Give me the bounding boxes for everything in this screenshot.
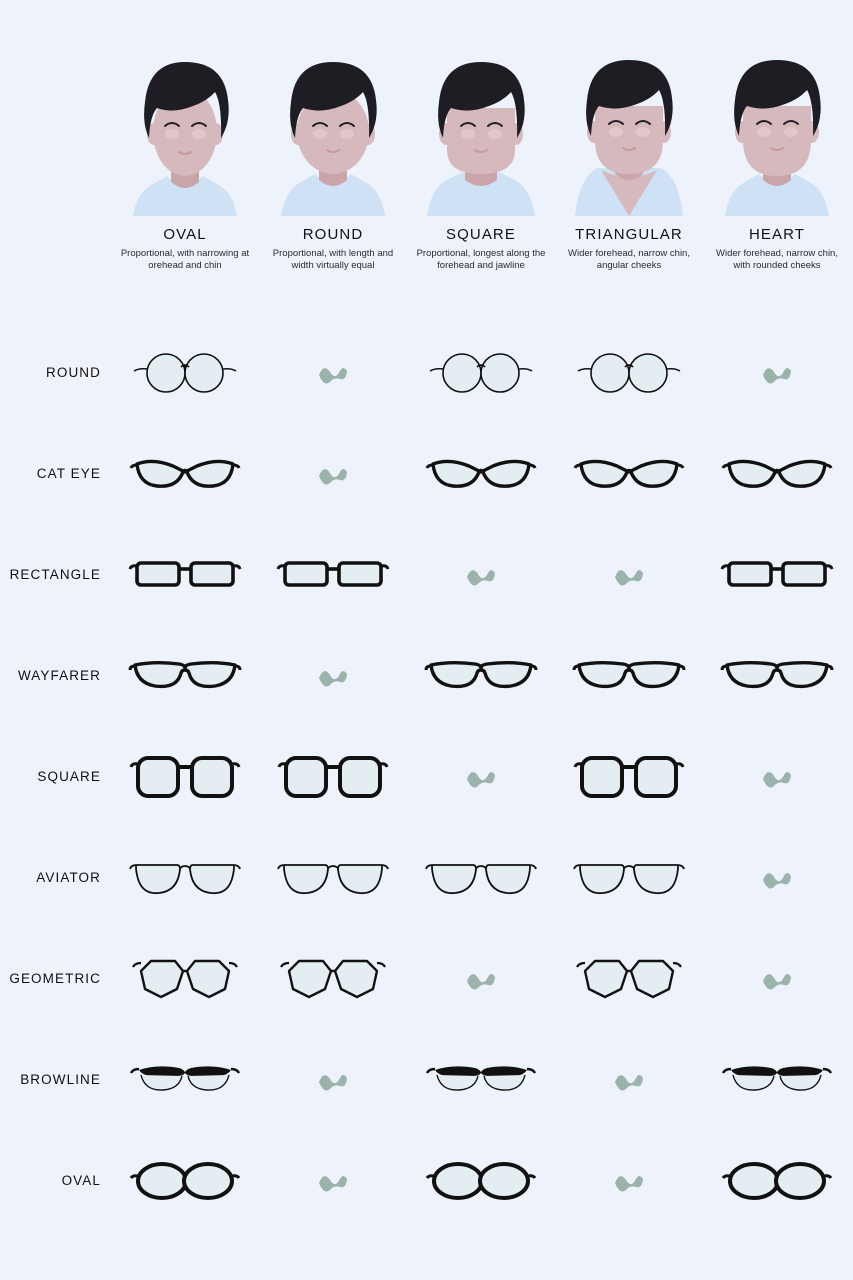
cell-geometric-triangular <box>555 928 703 1029</box>
table-row <box>0 928 853 1029</box>
face-title: HEART <box>748 226 806 243</box>
cell-geometric-oval <box>111 928 259 1029</box>
face-square-icon <box>407 48 555 216</box>
cell-browline-triangular <box>555 1029 703 1130</box>
squiggle-icon <box>761 363 793 383</box>
face-round-icon <box>259 48 407 216</box>
cell-browline-round <box>259 1029 407 1130</box>
cell-cateye-triangular <box>555 423 703 524</box>
table-row <box>0 423 853 524</box>
cell-wayfarer-triangular <box>555 625 703 726</box>
face-description: Wider forehead, narrow chin, angular cheeks <box>568 248 690 271</box>
cell-square-heart <box>703 726 851 827</box>
face-description: Proportional, with narrowing at orehead and chin <box>120 248 250 271</box>
table-row <box>0 322 853 423</box>
squiggle-icon <box>317 363 349 383</box>
cell-rectangle-round <box>259 524 407 625</box>
squiggle-icon <box>613 1171 645 1191</box>
square-glasses-icon <box>130 750 240 804</box>
table-row <box>0 1029 853 1130</box>
browline-glasses-icon <box>721 1058 833 1102</box>
frame-style-label: RECTANGLE <box>9 567 101 582</box>
cell-wayfarer-square <box>407 625 555 726</box>
squiggle-icon <box>465 565 497 585</box>
frame-style-matrix <box>0 322 853 1231</box>
square-glasses-icon <box>574 750 684 804</box>
rectangle-glasses-icon <box>129 553 241 597</box>
cell-rectangle-heart <box>703 524 851 625</box>
cell-round-round <box>259 322 407 423</box>
squiggle-icon <box>613 565 645 585</box>
cat-eye-glasses-icon <box>721 448 833 500</box>
cell-cateye-oval <box>111 423 259 524</box>
cell-aviator-round <box>259 827 407 928</box>
face-title: ROUND <box>302 226 364 243</box>
squiggle-icon <box>761 767 793 787</box>
table-row <box>0 827 853 928</box>
face-description: Wider forehead, narrow chin, with rounded cheeks <box>716 248 838 271</box>
wayfarer-glasses-icon <box>129 653 241 699</box>
frame-style-label: CAT EYE <box>36 466 101 481</box>
round-glasses-icon <box>426 347 536 399</box>
rectangle-glasses-icon <box>721 553 833 597</box>
cat-eye-glasses-icon <box>129 448 241 500</box>
cell-oval-triangular <box>555 1130 703 1231</box>
face-description: Proportional, longest along the forehead and jawline <box>416 248 546 271</box>
table-row <box>0 524 853 625</box>
geometric-glasses-icon <box>277 953 389 1005</box>
oval-glasses-icon <box>721 1157 833 1205</box>
frame-style-label: OVAL <box>61 1173 101 1188</box>
cell-rectangle-triangular <box>555 524 703 625</box>
frame-style-label: BROWLINE <box>20 1072 101 1087</box>
face-title: SQUARE <box>446 226 516 243</box>
aviator-glasses-icon <box>573 853 685 903</box>
face-title: TRIANGULAR <box>575 226 683 243</box>
face-triangular-icon <box>555 48 703 216</box>
squiggle-icon <box>317 1070 349 1090</box>
cell-geometric-square <box>407 928 555 1029</box>
face-column-square <box>407 48 555 310</box>
frame-style-label: ROUND <box>46 365 101 380</box>
square-glasses-icon <box>278 750 388 804</box>
cell-wayfarer-round <box>259 625 407 726</box>
table-row <box>0 1130 853 1231</box>
cell-wayfarer-heart <box>703 625 851 726</box>
cell-rectangle-square <box>407 524 555 625</box>
wayfarer-glasses-icon <box>425 653 537 699</box>
face-title: OVAL <box>163 226 207 243</box>
rectangle-glasses-icon <box>277 553 389 597</box>
squiggle-icon <box>613 1070 645 1090</box>
cell-square-oval <box>111 726 259 827</box>
cell-aviator-heart <box>703 827 851 928</box>
aviator-glasses-icon <box>425 853 537 903</box>
browline-glasses-icon <box>129 1058 241 1102</box>
wayfarer-glasses-icon <box>573 653 685 699</box>
cell-aviator-square <box>407 827 555 928</box>
aviator-glasses-icon <box>129 853 241 903</box>
table-row <box>0 726 853 827</box>
cell-square-triangular <box>555 726 703 827</box>
cell-browline-square <box>407 1029 555 1130</box>
cell-browline-heart <box>703 1029 851 1130</box>
squiggle-icon <box>317 464 349 484</box>
cell-round-oval <box>111 322 259 423</box>
face-shapes-header <box>0 48 853 310</box>
round-glasses-icon <box>574 347 684 399</box>
cell-oval-round <box>259 1130 407 1231</box>
face-column-heart <box>703 48 851 310</box>
squiggle-icon <box>465 969 497 989</box>
oval-glasses-icon <box>129 1157 241 1205</box>
cell-cateye-heart <box>703 423 851 524</box>
cell-square-square <box>407 726 555 827</box>
table-row <box>0 625 853 726</box>
cell-square-round <box>259 726 407 827</box>
cat-eye-glasses-icon <box>425 448 537 500</box>
cell-oval-oval <box>111 1130 259 1231</box>
browline-glasses-icon <box>425 1058 537 1102</box>
oval-glasses-icon <box>425 1157 537 1205</box>
cat-eye-glasses-icon <box>573 448 685 500</box>
squiggle-icon <box>761 969 793 989</box>
cell-round-heart <box>703 322 851 423</box>
cell-aviator-triangular <box>555 827 703 928</box>
geometric-glasses-icon <box>573 953 685 1005</box>
frame-style-label: AVIATOR <box>36 870 101 885</box>
squiggle-icon <box>317 1171 349 1191</box>
cell-rectangle-oval <box>111 524 259 625</box>
frame-style-label: GEOMETRIC <box>9 971 101 986</box>
face-column-round <box>259 48 407 310</box>
squiggle-icon <box>317 666 349 686</box>
squiggle-icon <box>465 767 497 787</box>
frame-style-label: SQUARE <box>37 769 101 784</box>
cell-oval-square <box>407 1130 555 1231</box>
cell-geometric-heart <box>703 928 851 1029</box>
squiggle-icon <box>761 868 793 888</box>
cell-cateye-round <box>259 423 407 524</box>
cell-geometric-round <box>259 928 407 1029</box>
cell-browline-oval <box>111 1029 259 1130</box>
face-description: Proportional, with length and width virtually equal <box>272 248 394 271</box>
cell-aviator-oval <box>111 827 259 928</box>
wayfarer-glasses-icon <box>721 653 833 699</box>
geometric-glasses-icon <box>129 953 241 1005</box>
cell-oval-heart <box>703 1130 851 1231</box>
round-glasses-icon <box>130 347 240 399</box>
face-oval-icon <box>111 48 259 216</box>
face-column-oval <box>111 48 259 310</box>
cell-round-square <box>407 322 555 423</box>
face-column-triangular <box>555 48 703 310</box>
cell-cateye-square <box>407 423 555 524</box>
cell-wayfarer-oval <box>111 625 259 726</box>
face-heart-icon <box>703 48 851 216</box>
frame-style-label: WAYFARER <box>17 668 101 683</box>
cell-round-triangular <box>555 322 703 423</box>
aviator-glasses-icon <box>277 853 389 903</box>
